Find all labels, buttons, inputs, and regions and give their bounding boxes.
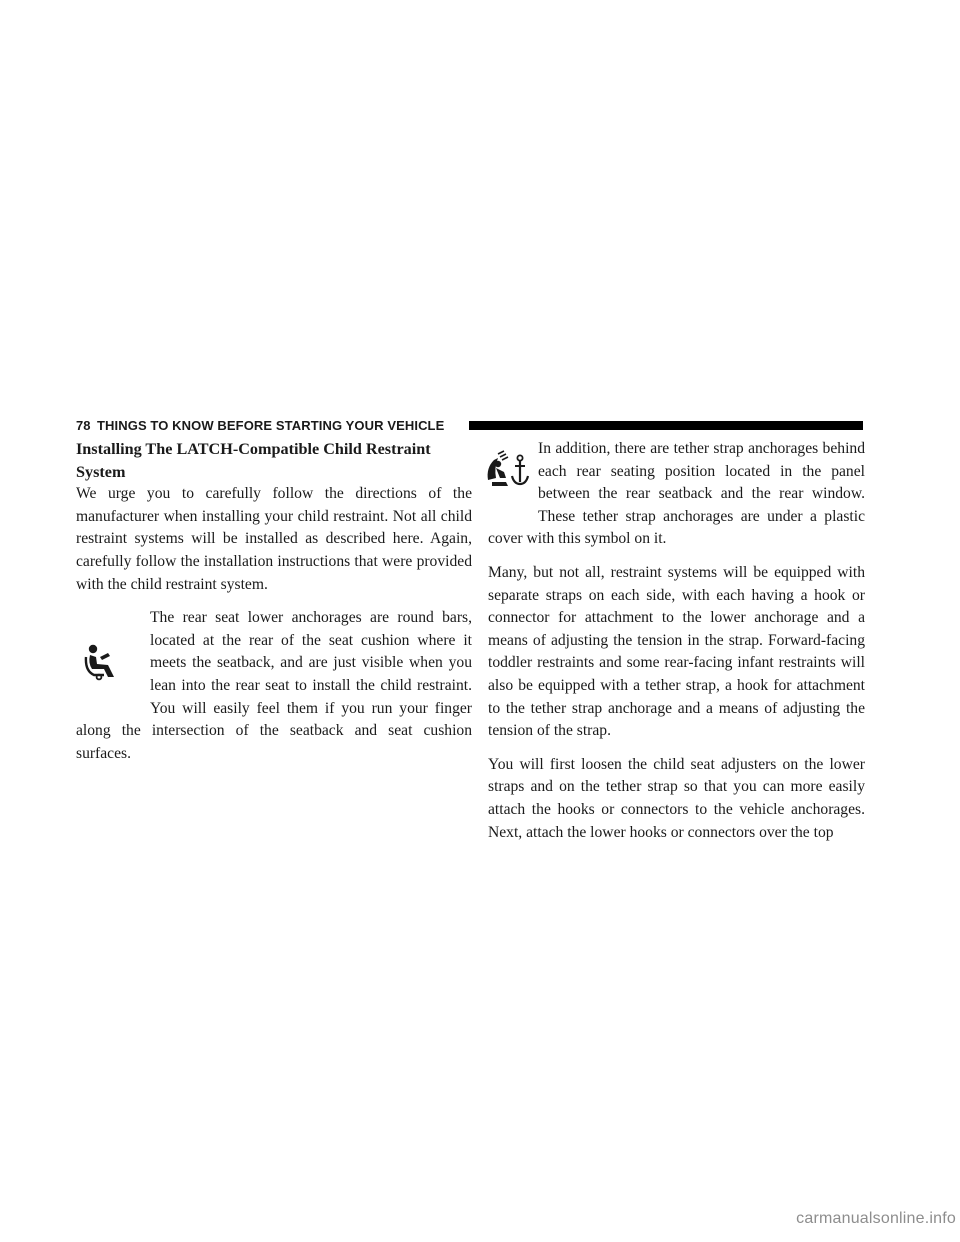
- child-seat-lower-anchor-icon: [76, 607, 150, 699]
- tether-paragraph: In addition, there are tether strap anchorages behind each rear seating position located in the panel between the rear seatback and the rear window. These tether strap anchorages are under a plastic cover with this symbol on it.: [488, 440, 865, 548]
- section-heading: Installing The LATCH-Compatible Child Restraint System: [76, 440, 431, 481]
- right-column: [488, 438, 865, 855]
- footer-watermark: carmanualsonline.info: [796, 1210, 956, 1227]
- lower-anchorages-paragraph: The rear seat lower anchorages are round bars, located at the rear of the seat cushion where it meets the seatback, and are just visible when you lean into the rear seat to install the child restraint. You will easily feel them if you run your finger along the intersection of the seatback and seat cushion surfaces.: [76, 609, 472, 762]
- restraint-straps-paragraph: Many, but not all, restraint systems will be equipped with separate straps on each side, with each having a hook or connector for attachment to the lower anchorage and a means of adjusting the tension in the strap. Forward-facing toddler restraints and some rear-facing infant restraints will also be equipped with a tether strap, a hook for attachment to the tether strap anchorage and a means of adjusting the tension of the strap.: [488, 563, 865, 740]
- installation-steps-paragraph: You will first loosen the child seat adjusters on the lower straps and on the tether strap so that you can more easily attach the hooks or connectors to the vehicle anchorages. Next, attach the lower hooks or connectors over the top: [488, 755, 865, 841]
- page-number: 78: [76, 418, 91, 433]
- left-column: [76, 438, 472, 776]
- tether-anchor-icon: [480, 438, 530, 526]
- intro-paragraph: We urge you to carefully follow the directions of the manufacturer when installing your child restraint. Not all child restraint systems will be installed as described here. Again, carefully follow the installation instructions that were provided with the child restraint system.: [76, 485, 472, 593]
- page-header: [76, 417, 864, 435]
- header-rule: [469, 421, 863, 430]
- section-title: THINGS TO KNOW BEFORE STARTING YOUR VEHICLE: [97, 418, 445, 433]
